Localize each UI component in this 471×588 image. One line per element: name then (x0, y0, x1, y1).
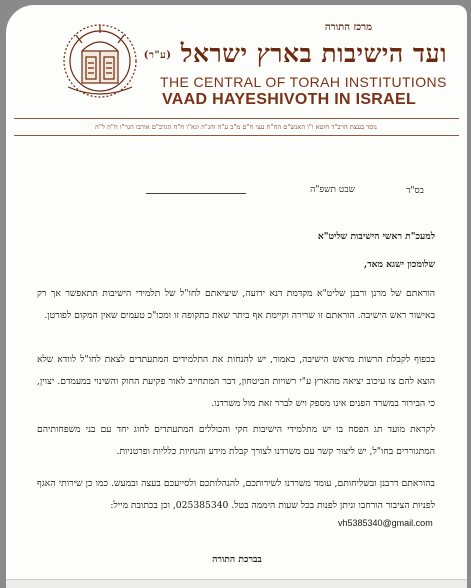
torah-ark-emblem-icon (56, 21, 144, 101)
letter-date: שבט תשפ"ה (310, 185, 355, 195)
letterhead-hebrew-title (144, 39, 447, 69)
letterhead-hebrew-name: ועד הישיבות בארץ ישראל (180, 39, 447, 68)
letterhead-abbreviation: (ע"ר) (143, 50, 172, 61)
paragraph-4: בהוראתם דרבנן ובשליחותם, עומד משרדנו לשירותכם, להנהלותכם ולסייעכם בעצה ובמעש. כמו כן שירותי האגף לפניות הציבור הורחבו וניתן לפנות בכל שעות היממה בטל. 025385340, וכן בכתובת מייל: (37, 478, 435, 511)
header-rule-top (14, 118, 459, 119)
letterhead-english-line1: THE CENTRAL OF TORAH INSTITUTIONS (160, 74, 447, 90)
letterhead-subtitle: מרכז התורה (324, 22, 372, 33)
paragraph-1: הוראתם של מרנן ורבנן שליט"א מקדמת דנא ידועה, שיציאתם לחו"ל של תלמידי הישיבות תתאפשר אך רק באישור ראש הישיבה. הוראתם זו שרירה וקיימת אף ביתר שאת בתקופה זו ומכו"כ טעמים שאין המקום לפורטן. (37, 288, 435, 321)
letter-sheet (6, 5, 467, 588)
paragraph-3: לקראת מועד תג הפסח בו יש מתלמידי הישיבות חקי והכוללים המתעתדים לחוג יחד עם בני משפחותיהם המתגוררים בחו"ל, יש ליצור קשר עם משרדנו לצורך קבלת מידע והנחיות כלליות ופרטניות. (37, 424, 435, 457)
date-underline (146, 193, 246, 194)
bsd-mark: בס"ד (406, 186, 424, 196)
addressee-line: למעכ"ת ראשי הישיבות שליט"א (317, 231, 435, 242)
closing-line: בברכת התורה (212, 554, 262, 565)
header-rule-bottom (14, 135, 459, 136)
paragraph-2: בכפוף לקבלת הרשות מראש הישיבה, כאמור, יש להנחות את התלמידים המתעתדים לצאת לחו"ל לוודא שלא הוצא להם צו עיכוב יציאה מהארץ ע"י רשויות הביטחון, דבר המתחייב לאור פקיעת החוק והשינוי במעמדם. יצוין, כי הבירור במשרד הפנים אינו מספק ויש לברר זאת מול משרדנו. (37, 354, 435, 409)
founders-line: נוסד בעצת הרב"ד חוטא ו"ו האנש"ם הח"ח עצי ח"ם מ"ב ע"ה והג"ה וגא"ו ח"ח הגרב"ם אורבו הגר"ו ח"ה ל"ה (95, 123, 377, 131)
page-fold (6, 579, 467, 588)
letterhead-english-line2: VAAD HAYESHIVOTH IN ISRAEL (162, 91, 417, 108)
greeting-line: שלומכון ישגא מאד, (364, 259, 435, 270)
contact-email: vh5385340@gmail.com (338, 518, 433, 528)
